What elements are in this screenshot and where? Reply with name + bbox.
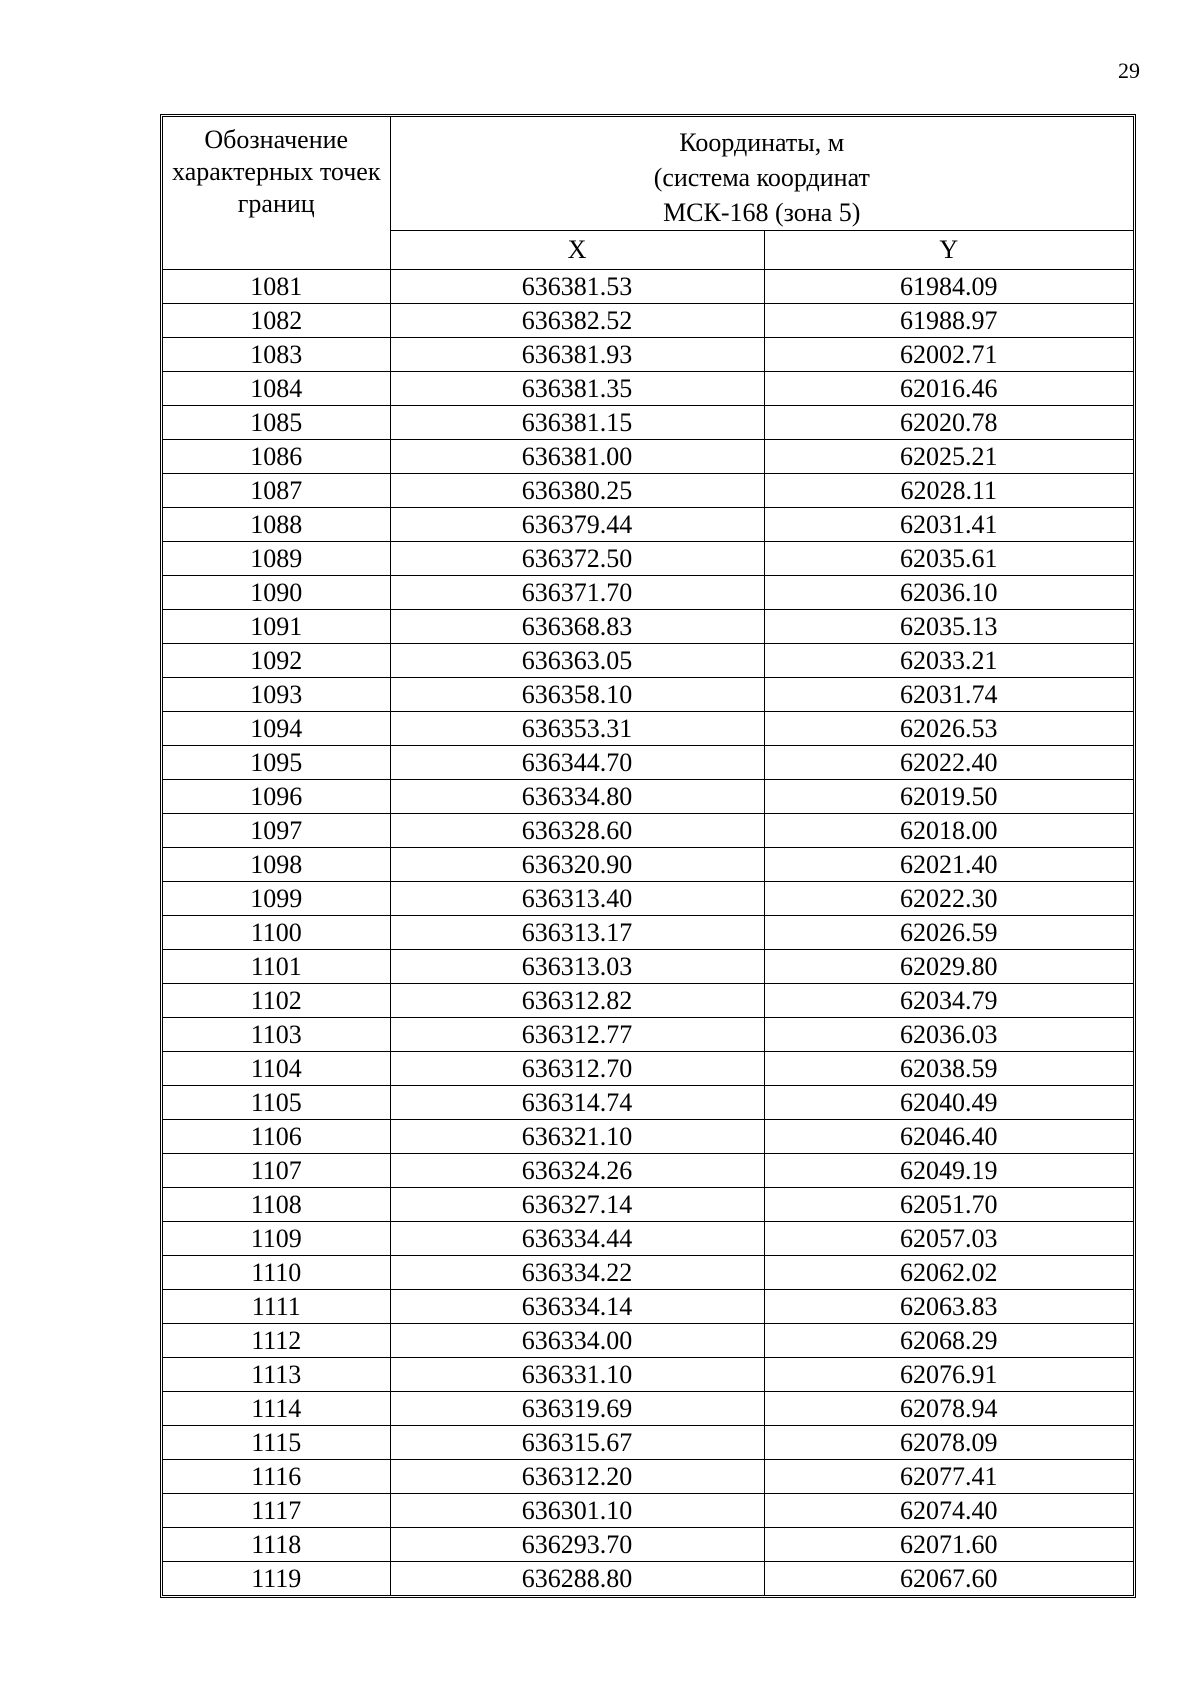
y-coordinate-cell: 62029.80 bbox=[764, 950, 1133, 984]
table-row bbox=[163, 372, 1133, 406]
coordinates-table-frame bbox=[160, 114, 1136, 1598]
x-coordinate-cell: 636331.10 bbox=[390, 1358, 764, 1392]
table-row bbox=[163, 1358, 1133, 1392]
x-coordinate-cell: 636312.20 bbox=[390, 1460, 764, 1494]
x-coordinate-cell: 636312.70 bbox=[390, 1052, 764, 1086]
point-number-cell: 1111 bbox=[163, 1290, 390, 1324]
table-row bbox=[163, 1256, 1133, 1290]
table-row bbox=[163, 270, 1133, 304]
page-number: 29 bbox=[1118, 58, 1140, 83]
y-coordinate-cell: 62018.00 bbox=[764, 814, 1133, 848]
table-body bbox=[163, 270, 1133, 1596]
x-coordinate-cell: 636327.14 bbox=[390, 1188, 764, 1222]
table-row bbox=[163, 712, 1133, 746]
x-coordinate-cell: 636312.77 bbox=[390, 1018, 764, 1052]
x-coordinate-cell: 636312.82 bbox=[390, 984, 764, 1018]
x-coordinate-cell: 636334.44 bbox=[390, 1222, 764, 1256]
y-coordinate-cell: 62022.40 bbox=[764, 746, 1133, 780]
x-coordinate-cell: 636379.44 bbox=[390, 508, 764, 542]
table-row bbox=[163, 338, 1133, 372]
table-header bbox=[163, 117, 1133, 270]
coordinates-header-line-3: МСК-168 (зона 5) bbox=[663, 198, 861, 227]
point-number-cell: 1096 bbox=[163, 780, 390, 814]
y-coordinate-cell: 61988.97 bbox=[764, 304, 1133, 338]
coordinates-header-line-2: (система координат bbox=[653, 163, 870, 192]
table-row bbox=[163, 848, 1133, 882]
table-row bbox=[163, 984, 1133, 1018]
y-coordinate-cell: 62036.10 bbox=[764, 576, 1133, 610]
x-coordinate-cell: 636381.35 bbox=[390, 372, 764, 406]
x-coordinate-cell: 636380.25 bbox=[390, 474, 764, 508]
point-number-cell: 1090 bbox=[163, 576, 390, 610]
table-row bbox=[163, 1392, 1133, 1426]
y-coordinate-cell: 61984.09 bbox=[764, 270, 1133, 304]
y-coordinate-cell: 62068.29 bbox=[764, 1324, 1133, 1358]
x-coordinate-cell: 636381.93 bbox=[390, 338, 764, 372]
point-number-cell: 1116 bbox=[163, 1460, 390, 1494]
coordinates-table bbox=[163, 117, 1133, 1595]
table-row bbox=[163, 440, 1133, 474]
table-row bbox=[163, 1052, 1133, 1086]
y-coordinate-cell: 62051.70 bbox=[764, 1188, 1133, 1222]
table-row bbox=[163, 610, 1133, 644]
x-coordinate-cell: 636334.14 bbox=[390, 1290, 764, 1324]
x-coordinate-cell: 636371.70 bbox=[390, 576, 764, 610]
y-coordinate-cell: 62020.78 bbox=[764, 406, 1133, 440]
point-number-cell: 1110 bbox=[163, 1256, 390, 1290]
point-number-cell: 1117 bbox=[163, 1494, 390, 1528]
table-row bbox=[163, 1290, 1133, 1324]
x-coordinate-cell: 636381.53 bbox=[390, 270, 764, 304]
table-row bbox=[163, 474, 1133, 508]
y-coordinate-cell: 62016.46 bbox=[764, 372, 1133, 406]
y-column-header: Y bbox=[764, 231, 1133, 270]
y-coordinate-cell: 62057.03 bbox=[764, 1222, 1133, 1256]
point-number-cell: 1100 bbox=[163, 916, 390, 950]
point-number-cell: 1086 bbox=[163, 440, 390, 474]
y-coordinate-cell: 62071.60 bbox=[764, 1528, 1133, 1562]
x-coordinate-cell: 636319.69 bbox=[390, 1392, 764, 1426]
y-coordinate-cell: 62063.83 bbox=[764, 1290, 1133, 1324]
point-designation-header: Обозначение характерных точек границ bbox=[163, 117, 390, 270]
x-coordinate-cell: 636334.80 bbox=[390, 780, 764, 814]
x-coordinate-cell: 636313.40 bbox=[390, 882, 764, 916]
table-row bbox=[163, 304, 1133, 338]
table-row bbox=[163, 780, 1133, 814]
y-coordinate-cell: 62062.02 bbox=[764, 1256, 1133, 1290]
y-coordinate-cell: 62038.59 bbox=[764, 1052, 1133, 1086]
y-coordinate-cell: 62067.60 bbox=[764, 1562, 1133, 1596]
point-number-cell: 1094 bbox=[163, 712, 390, 746]
x-coordinate-cell: 636368.83 bbox=[390, 610, 764, 644]
table-row bbox=[163, 508, 1133, 542]
point-number-cell: 1114 bbox=[163, 1392, 390, 1426]
table-row bbox=[163, 950, 1133, 984]
x-coordinate-cell: 636344.70 bbox=[390, 746, 764, 780]
table-row bbox=[163, 1528, 1133, 1562]
x-coordinate-cell: 636315.67 bbox=[390, 1426, 764, 1460]
y-coordinate-cell: 62077.41 bbox=[764, 1460, 1133, 1494]
y-coordinate-cell: 62034.79 bbox=[764, 984, 1133, 1018]
x-coordinate-cell: 636382.52 bbox=[390, 304, 764, 338]
y-coordinate-cell: 62033.21 bbox=[764, 644, 1133, 678]
point-number-cell: 1095 bbox=[163, 746, 390, 780]
table-row bbox=[163, 1086, 1133, 1120]
table-row bbox=[163, 542, 1133, 576]
table-row bbox=[163, 1494, 1133, 1528]
x-coordinate-cell: 636328.60 bbox=[390, 814, 764, 848]
table-row bbox=[163, 1562, 1133, 1596]
x-coordinate-cell: 636372.50 bbox=[390, 542, 764, 576]
y-coordinate-cell: 62031.74 bbox=[764, 678, 1133, 712]
y-coordinate-cell: 62035.13 bbox=[764, 610, 1133, 644]
y-coordinate-cell: 62074.40 bbox=[764, 1494, 1133, 1528]
y-coordinate-cell: 62002.71 bbox=[764, 338, 1133, 372]
coordinates-header bbox=[390, 117, 1133, 231]
point-number-cell: 1098 bbox=[163, 848, 390, 882]
x-coordinate-cell: 636313.03 bbox=[390, 950, 764, 984]
point-number-cell: 1101 bbox=[163, 950, 390, 984]
point-number-cell: 1104 bbox=[163, 1052, 390, 1086]
point-number-cell: 1083 bbox=[163, 338, 390, 372]
point-number-cell: 1107 bbox=[163, 1154, 390, 1188]
table-row bbox=[163, 916, 1133, 950]
point-number-cell: 1093 bbox=[163, 678, 390, 712]
table-row bbox=[163, 1018, 1133, 1052]
table-row bbox=[163, 1426, 1133, 1460]
point-number-cell: 1091 bbox=[163, 610, 390, 644]
point-number-cell: 1106 bbox=[163, 1120, 390, 1154]
y-coordinate-cell: 62049.19 bbox=[764, 1154, 1133, 1188]
point-number-cell: 1115 bbox=[163, 1426, 390, 1460]
x-coordinate-cell: 636353.31 bbox=[390, 712, 764, 746]
y-coordinate-cell: 62021.40 bbox=[764, 848, 1133, 882]
x-coordinate-cell: 636301.10 bbox=[390, 1494, 764, 1528]
x-coordinate-cell: 636358.10 bbox=[390, 678, 764, 712]
table-row bbox=[163, 1154, 1133, 1188]
point-number-cell: 1118 bbox=[163, 1528, 390, 1562]
y-coordinate-cell: 62026.53 bbox=[764, 712, 1133, 746]
x-column-header: X bbox=[390, 231, 764, 270]
point-number-cell: 1103 bbox=[163, 1018, 390, 1052]
x-coordinate-cell: 636381.00 bbox=[390, 440, 764, 474]
point-number-cell: 1089 bbox=[163, 542, 390, 576]
table-row bbox=[163, 814, 1133, 848]
point-number-cell: 1084 bbox=[163, 372, 390, 406]
y-coordinate-cell: 62078.09 bbox=[764, 1426, 1133, 1460]
y-coordinate-cell: 62036.03 bbox=[764, 1018, 1133, 1052]
y-coordinate-cell: 62031.41 bbox=[764, 508, 1133, 542]
y-coordinate-cell: 62076.91 bbox=[764, 1358, 1133, 1392]
point-number-cell: 1092 bbox=[163, 644, 390, 678]
point-number-cell: 1085 bbox=[163, 406, 390, 440]
x-coordinate-cell: 636314.74 bbox=[390, 1086, 764, 1120]
x-coordinate-cell: 636293.70 bbox=[390, 1528, 764, 1562]
y-coordinate-cell: 62028.11 bbox=[764, 474, 1133, 508]
table-row bbox=[163, 1324, 1133, 1358]
table-row bbox=[163, 406, 1133, 440]
x-coordinate-cell: 636320.90 bbox=[390, 848, 764, 882]
point-number-cell: 1108 bbox=[163, 1188, 390, 1222]
x-coordinate-cell: 636363.05 bbox=[390, 644, 764, 678]
table-row bbox=[163, 1188, 1133, 1222]
y-coordinate-cell: 62026.59 bbox=[764, 916, 1133, 950]
point-number-cell: 1081 bbox=[163, 270, 390, 304]
x-coordinate-cell: 636321.10 bbox=[390, 1120, 764, 1154]
table-row bbox=[163, 882, 1133, 916]
x-coordinate-cell: 636324.26 bbox=[390, 1154, 764, 1188]
table-row bbox=[163, 1460, 1133, 1494]
table-row bbox=[163, 746, 1133, 780]
y-coordinate-cell: 62025.21 bbox=[764, 440, 1133, 474]
table-row bbox=[163, 1222, 1133, 1256]
y-coordinate-cell: 62035.61 bbox=[764, 542, 1133, 576]
y-coordinate-cell: 62046.40 bbox=[764, 1120, 1133, 1154]
x-coordinate-cell: 636313.17 bbox=[390, 916, 764, 950]
table-row bbox=[163, 1120, 1133, 1154]
point-number-cell: 1119 bbox=[163, 1562, 390, 1596]
y-coordinate-cell: 62078.94 bbox=[764, 1392, 1133, 1426]
y-coordinate-cell: 62040.49 bbox=[764, 1086, 1133, 1120]
coordinates-header-line-1: Координаты, м bbox=[679, 128, 845, 157]
table-row bbox=[163, 678, 1133, 712]
point-number-cell: 1102 bbox=[163, 984, 390, 1018]
x-coordinate-cell: 636381.15 bbox=[390, 406, 764, 440]
point-number-cell: 1099 bbox=[163, 882, 390, 916]
table-row bbox=[163, 644, 1133, 678]
x-coordinate-cell: 636334.00 bbox=[390, 1324, 764, 1358]
point-number-cell: 1113 bbox=[163, 1358, 390, 1392]
x-coordinate-cell: 636288.80 bbox=[390, 1562, 764, 1596]
point-number-cell: 1082 bbox=[163, 304, 390, 338]
point-number-cell: 1109 bbox=[163, 1222, 390, 1256]
x-coordinate-cell: 636334.22 bbox=[390, 1256, 764, 1290]
point-number-cell: 1105 bbox=[163, 1086, 390, 1120]
table-row bbox=[163, 576, 1133, 610]
y-coordinate-cell: 62022.30 bbox=[764, 882, 1133, 916]
point-number-cell: 1087 bbox=[163, 474, 390, 508]
point-number-cell: 1112 bbox=[163, 1324, 390, 1358]
point-number-cell: 1088 bbox=[163, 508, 390, 542]
y-coordinate-cell: 62019.50 bbox=[764, 780, 1133, 814]
point-number-cell: 1097 bbox=[163, 814, 390, 848]
